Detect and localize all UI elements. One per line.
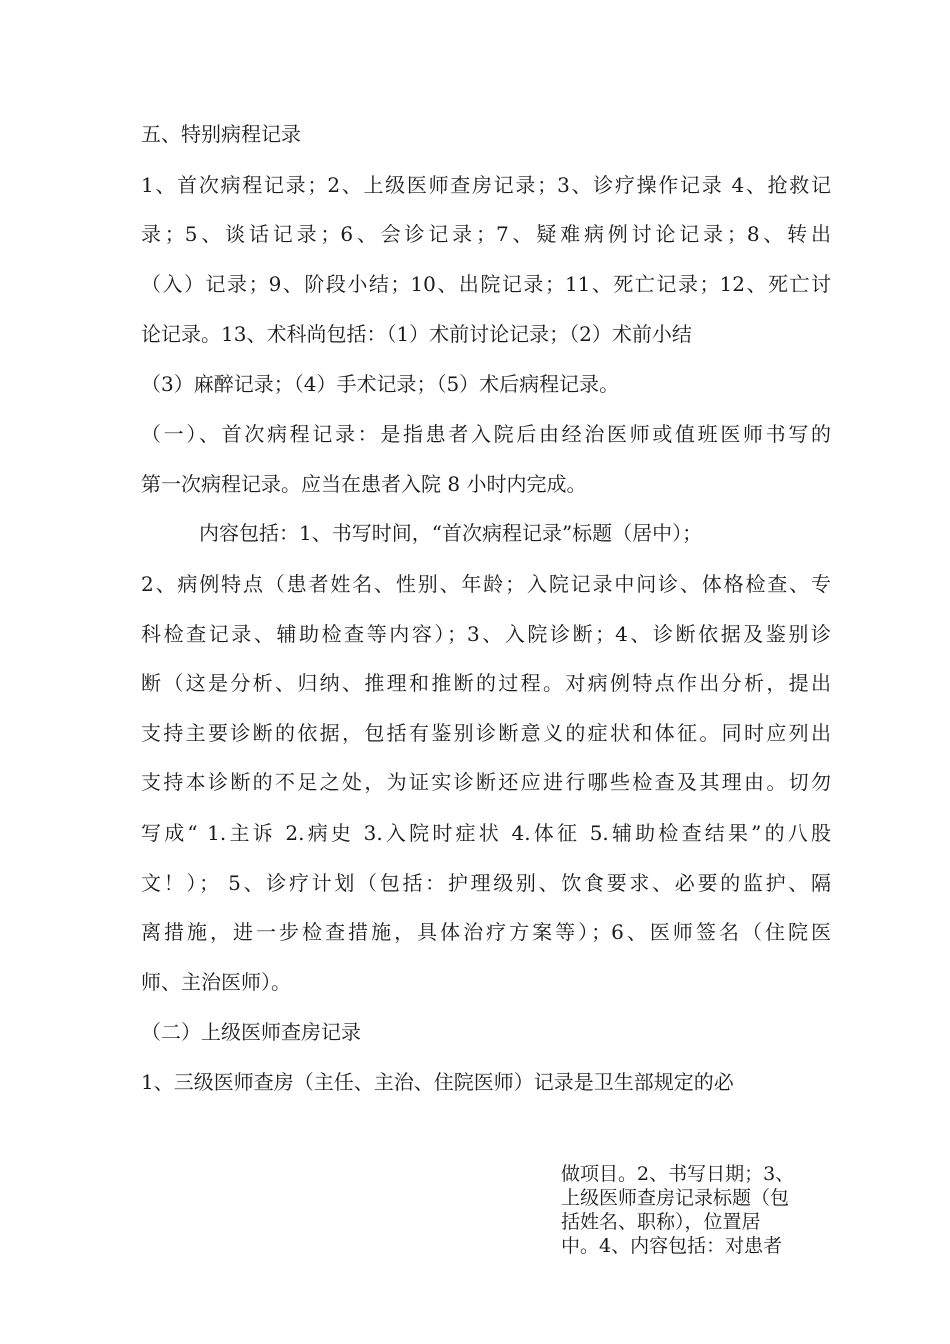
paragraph-line: 2、病例特点（患者姓名、性别、年龄；入院记录中问诊、体格检查、专 bbox=[141, 572, 831, 596]
column-line: 中。4、内容包括：对患者 bbox=[561, 1235, 783, 1257]
column-line: 做项目。2、书写日期；3、 bbox=[561, 1163, 795, 1185]
paragraph-line: 支持主要诊断的依据，包括有鉴别诊断意义的症状和体征。同时应列出 bbox=[141, 721, 831, 745]
paragraph-line: 1、三级医师查房（主任、主治、住院医师）记录是卫生部规定的必 bbox=[141, 1070, 734, 1094]
paragraph-line: 科检查记录、辅助检查等内容）；3、入院诊断；4、诊断依据及鉴别诊 bbox=[141, 622, 831, 646]
paragraph-line: 论记录。13、术科尚包括：（1）术前讨论记录；（2）术前小结 bbox=[141, 322, 692, 346]
continuation-column bbox=[561, 1162, 821, 1258]
paragraph-line: （入）记录；9、阶段小结；10、出院记录；11、死亡记录；12、死亡讨 bbox=[141, 272, 831, 296]
column-line: 括姓名、职称），位置居 bbox=[561, 1211, 761, 1233]
paragraph-line: （3）麻醉记录；（4）手术记录；（5）术后病程记录。 bbox=[141, 372, 620, 396]
section-heading: 五、特别病程记录 bbox=[141, 122, 301, 146]
subsection-heading: （二）上级医师查房记录 bbox=[141, 1020, 361, 1044]
paragraph-line: 内容包括：1、书写时间，“首次病程记录”标题（居中）； bbox=[199, 521, 703, 545]
paragraph-line: 1、首次病程记录；2、上级医师查房记录；3、诊疗操作记录 4、抢救记 bbox=[141, 173, 831, 197]
paragraph-line: 师、主治医师）。 bbox=[141, 970, 291, 994]
paragraph-line: 写成“ 1.主诉 2.病史 3.入院时症状 4.体征 5.辅助检查结果”的八股 bbox=[141, 821, 831, 845]
paragraph-line: 支持本诊断的不足之处，为证实诊断还应进行哪些检查及其理由。切勿 bbox=[141, 770, 831, 794]
paragraph-line: 文！）； 5、诊疗计划（包括：护理级别、饮食要求、必要的监护、隔 bbox=[141, 871, 831, 895]
paragraph-line: 离措施，进一步检查措施，具体治疗方案等）；6、医师签名（住院医 bbox=[141, 920, 831, 944]
paragraph-line: 第一次病程记录。应当在患者入院 8 小时内完成。 bbox=[141, 472, 587, 496]
subsection-heading: （一）、首次病程记录：是指患者入院后由经治医师或值班医师书写的 bbox=[141, 422, 831, 446]
column-line: 上级医师查房记录标题（包 bbox=[561, 1187, 790, 1209]
paragraph-line: 录；5、谈话记录；6、会诊记录；7、疑难病例讨论记录；8、转出 bbox=[141, 222, 831, 246]
paragraph-line: 断（这是分析、归纳、推理和推断的过程。对病例特点作出分析，提出 bbox=[141, 671, 831, 695]
